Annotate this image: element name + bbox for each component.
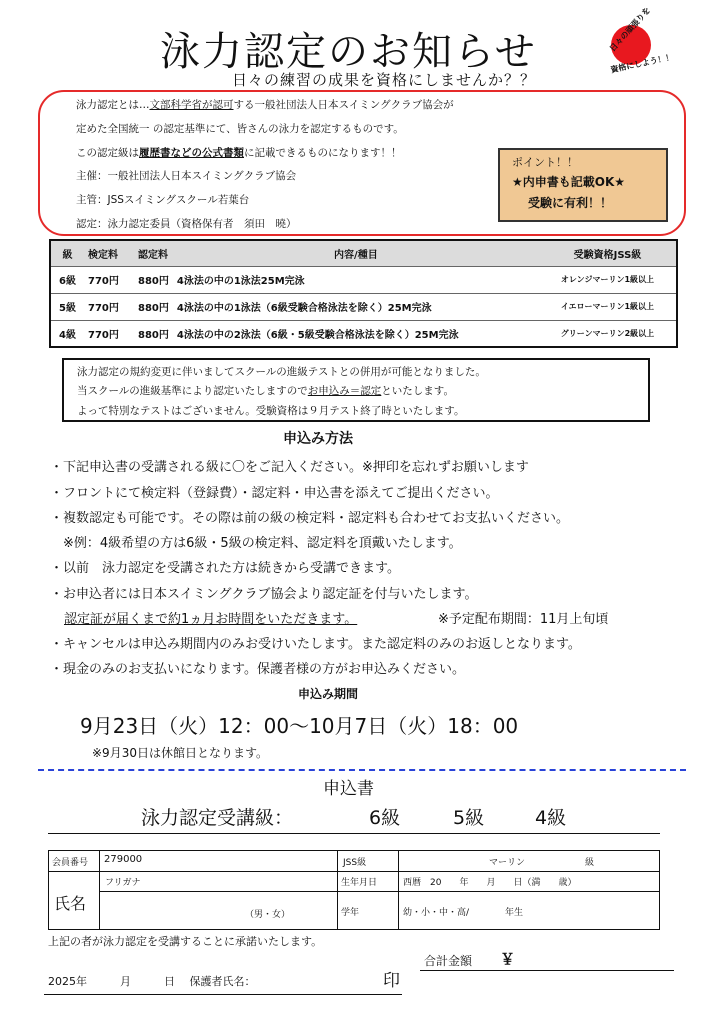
method-line: ・フロントにて検定料（登録費）・認定料・申込書を添えてご提出ください。 (50, 486, 499, 501)
rules-underlined-text: お申込み＝認定 (307, 385, 382, 397)
rules-box (62, 358, 650, 422)
intro-text: する一般社団法人日本スイミングクラブ協会が (233, 99, 454, 111)
page-title: 泳力認定のお知らせ (160, 29, 537, 75)
distribution-note: ※予定配布期間：11月上旬頃 (438, 612, 609, 627)
method-line: ・キャンセルは申込み期間内のみお受けいたします。また認定料のみのお返しとなります。 (50, 637, 581, 652)
level-option-5[interactable]: 5級 (453, 807, 485, 829)
birth-label: 生年月日 (341, 878, 378, 888)
jss-level-label: JSS級 (343, 858, 367, 868)
grid-line (337, 851, 338, 929)
page-subtitle: 日々の練習の成果を資格にしませんか？？ (232, 71, 537, 89)
method-line: ・お申込者には日本スイミングクラブ協会より認定証を付与いたします。 (50, 587, 478, 602)
header-content: 内容/種目 (173, 240, 539, 266)
fee-table-header (50, 240, 677, 266)
kyu-label[interactable]: 級 (585, 858, 595, 868)
point-label: ポイント！！ (512, 156, 578, 169)
method-line: ・下記申込書の受講される級に〇をご記入ください。※押印を忘れずお願いします (50, 460, 529, 475)
sign-underline (44, 994, 402, 995)
marlin-label: マーリン (489, 858, 526, 868)
level-underline (48, 833, 660, 834)
period-text: 9月23日（火）12：00〜10月7日（火）18：00 (80, 714, 519, 738)
cell-level: 5級 (50, 293, 84, 320)
furigana-label[interactable]: フリガナ (105, 878, 141, 888)
birth-field[interactable]: 西暦 20 年 月 日（満 歳） (403, 878, 577, 888)
rules-line-2 (77, 383, 454, 398)
intro-text: に記載できるものになります！！ (244, 147, 402, 159)
method-title: 申込み方法 (283, 431, 353, 447)
rules-text: といたします。 (381, 385, 454, 397)
intro-manager: 主管：JSSスイミングスクール若葉台 (76, 194, 250, 206)
cell-exam-fee: 770円 (84, 293, 134, 320)
grid-line (99, 851, 100, 929)
grade-field[interactable]: 幼・小・中・高/ 年生 (403, 908, 524, 918)
level-option-4[interactable]: 4級 (535, 807, 567, 829)
point-line-2: 受験に有利！！ (528, 196, 613, 210)
cell-cert-fee: 880円 (134, 320, 173, 347)
cell-requirement: イエローマーリン1級以上 (539, 293, 677, 320)
period-title: 申込み期間 (298, 687, 359, 701)
table-row (50, 293, 677, 320)
intro-text: この認定級は (76, 147, 139, 159)
cell-exam-fee: 770円 (84, 266, 134, 293)
level-option-6[interactable]: 6級 (369, 807, 401, 829)
intro-line-3 (76, 145, 402, 160)
badge-line2: 資格にしよう！！ (609, 52, 675, 75)
method-line: ・複数認定も可能です。その際は前の級の検定料・認定料も合わせてお支払いください。 (50, 511, 569, 526)
cell-requirement: オレンジマーリン1級以上 (539, 266, 677, 293)
header-cert-fee: 認定料 (134, 240, 173, 266)
cell-requirement: グリーンマーリン2級以上 (539, 320, 677, 347)
header-level: 級 (50, 240, 84, 266)
gender-select[interactable]: （男・女） (245, 910, 291, 920)
grid-line (49, 871, 659, 872)
cell-content: 4泳法の中の1泳法25M完泳 (173, 266, 539, 293)
badge-text (582, 5, 682, 90)
cell-content: 4泳法の中の2泳法（6級・5級受験合格泳法を除く）25M完泳 (173, 320, 539, 347)
intro-organizer: 主催：一般社団法人日本スイミングクラブ協会 (76, 170, 297, 182)
intro-bold-text: 履歴書などの公式書類 (139, 147, 244, 159)
header-requirement: 受験資格JSS級 (539, 240, 677, 266)
member-no-label: 会員番号 (52, 858, 89, 868)
intro-box (38, 90, 686, 236)
consent-text: 上記の者が泳力認定を受講することに承諾いたします。 (48, 935, 323, 948)
header-exam-fee: 検定料 (84, 240, 134, 266)
total-underline (420, 970, 674, 971)
guardian-sign-line[interactable]: 2025年 月 日 保護者氏名： (48, 975, 256, 988)
point-box (498, 148, 668, 222)
grid-line (398, 851, 399, 929)
method-line: ※例：4級希望の方は6級・5級の検定料、認定料を頂戴いたします。 (50, 536, 462, 551)
grade-label: 学年 (341, 908, 360, 918)
point-line-1: ★内申書も記載OK★ (512, 175, 626, 189)
rules-line-3: よって特別なテストはございません。受験資格は９月テスト終了時といたします。 (77, 405, 465, 417)
seal-mark: 印 (383, 971, 400, 991)
table-row (50, 320, 677, 347)
badge-line1: 日々の頑張りを (607, 5, 653, 54)
name-label: 氏名 (54, 894, 87, 913)
method-line: ・現金のみのお支払いになります。保護者様の方がお申込みください。 (50, 662, 465, 677)
cert-delivery-note: 認定証が届くまで約1ヵ月お時間をいただきます。 (64, 612, 358, 627)
cut-line (38, 769, 686, 771)
total-label: 合計金額 (424, 954, 473, 968)
intro-text: 泳力認定とは… (76, 99, 150, 111)
rules-line-1: 泳力認定の規約変更に伴いましてスクールの進級テストとの併用が可能となりました。 (77, 366, 486, 378)
rules-text: 当スクールの進級基準により認定いたしますので (77, 385, 308, 397)
cell-cert-fee: 880円 (134, 266, 173, 293)
intro-underlined-text: 文部科学省が認可 (149, 99, 234, 111)
application-form-table (48, 850, 660, 930)
fee-table (49, 239, 678, 348)
closed-note: ※9月30日は休館日となります。 (92, 746, 269, 760)
cell-cert-fee: 880円 (134, 293, 173, 320)
cell-content: 4泳法の中の1泳法（6級受験合格泳法を除く）25M完泳 (173, 293, 539, 320)
intro-certifier: 認定：泳力認定委員（資格保有者 須田 曉） (76, 218, 297, 230)
method-line: ・以前 泳力認定を受講された方は続きから受講できます。 (50, 561, 400, 576)
member-no-value[interactable]: 279000 (104, 854, 143, 865)
cell-exam-fee: 770円 (84, 320, 134, 347)
cell-level: 4級 (50, 320, 84, 347)
intro-line-2: 定めた全国統一 の認定基準にて、皆さんの泳力を認定するものです。 (76, 123, 404, 135)
form-title: 申込書 (323, 779, 374, 799)
cell-level: 6級 (50, 266, 84, 293)
yen-sign: ￥ (500, 950, 516, 968)
intro-line-1 (76, 97, 454, 112)
table-row (50, 266, 677, 293)
level-label: 泳力認定受講級： (141, 807, 294, 829)
grid-line (99, 891, 659, 892)
